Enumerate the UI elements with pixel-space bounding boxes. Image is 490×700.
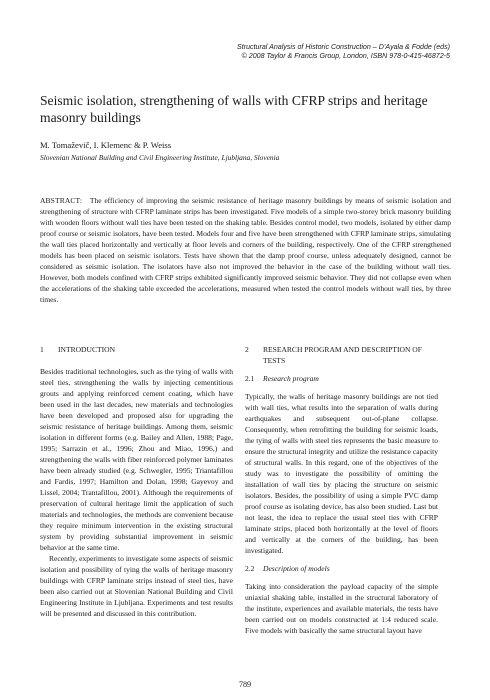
abstract (40, 195, 451, 305)
paper-title: Seismic isolation, strengthening of walls with CFRP strips and heritage masonry buildings (40, 93, 428, 125)
subsection-2-2-heading (245, 563, 438, 574)
section-2-number: 2 (245, 345, 249, 354)
authors: M. Tomaževič, I. Klemenc & P. Weiss (40, 140, 172, 150)
abstract-text: The efficiency of improving the seismic resistance of heritage masonry buildings by means of seismic isolation and strengthening of structure with CFRP laminate strips has been investigated. Five models of a simple two-storey brick masonry building with wooden floors without wall ties have been tested on the shaking table. Besides control model, two models, isolated by either damp proof course or seismic isolators, have been tested. Models four and five have been strengthened with CFRP laminate strips, simulating the wall ties placed horizontally and vertically at floor levels and corners of the building, respectively. One of the CFRP strengthened models has been placed on seismic isolators. Tests have shown that the damp proof course, unless adequately designed, cannot be considered as seismic isolation. The isolators have also not improved the behavior in the case of the building without wall ties. However, both models confined with CFRP strips exhibited significantly improved seismic behavior. They did not collapse even when the accelerations of the shaking table exceeded the accelerations, measured when tested the control models without wall ties, by three times. (40, 196, 452, 304)
subsection-2-1-title: Research program (263, 374, 319, 383)
abstract-label: ABSTRACT: (40, 196, 83, 205)
section-2-title: RESEARCH PROGRAM AND DESCRIPTION OF TESTS (263, 345, 422, 365)
page-number: 789 (238, 680, 252, 689)
subsection-2-1-heading (245, 373, 438, 384)
models-description-paragraph: Taking into consideration the payload capacity of the simple uniaxial shaking table, installed in the structural laboratory of the institute, experiences and available materials, the tests have been carried out on models constructed at 1:4 reduced scale. Five models with basically the same structural layout have (245, 582, 438, 635)
right-column (245, 344, 438, 636)
section-1-title: INTRODUCTION (58, 345, 116, 354)
header-copyright: © 2008 Taylor & Francis Group, London, ISBN 978-0-415-46872-5 (241, 52, 450, 60)
affiliation: Slovenian National Building and Civil Engineering Institute, Ljubljana, Slovenia (40, 153, 280, 162)
subsection-2-2-title: Description of models (263, 564, 330, 573)
intro-paragraph-1: Besides traditional technologies, such as the tying of walls with steel ties, strengthening the walls by injecting cementitious grouts and applying reinforced cement coating, which have been used in the last decades, new materials and technologies have been developed and proposed also for upgrading the seismic resistance of heritage buildings. Among them, seismic isolation in different forms (e.g. Bailey and Allen, 1988; Page, 1995; Sarrazin et al., 1996; Zhou and Miao, 1996,) and strengthening the walls with fiber reinforced polymer laminates have been already studied (e.g. Schwegler, 1995; Triantafillou and Fardis, 1997; Hamilton and Dolan, 1998; Gayevoy and Lissel, 2004; Trantafillou, 2001). Although the requirements of preservation of cultural heritage limit the application of such materials and technologies, the methods are convenient because they require minimum intervention in the existing structural system by providing substantial improvement in seismic behavior at the same time. (40, 367, 233, 552)
subsection-2-2-number: 2.2 (245, 564, 255, 573)
running-header (70, 43, 450, 61)
subsection-2-1-number: 2.1 (245, 374, 255, 383)
intro-paragraph-2: Recently, experiments to investigate some aspects of seismic isolation and possibility of tying the walls of heritage masonry buildings with CFRP laminate strips instead of steel ties, have been also carried out at Slovenian National Building and Civil Engineering Institute in Ljubljana. Experiments and test results will be presented and discussed in this contribution. (40, 554, 233, 618)
section-1-number: 1 (40, 345, 44, 354)
left-column (40, 344, 233, 619)
section-2-heading (245, 344, 438, 366)
section-1-heading (40, 344, 233, 355)
research-program-paragraph: Typically, the walls of heritage masonry buildings are not tied with wall ties, what results into the separation of walls during earthquakes and subsequent out-of-plane collapse. Consequently, when retrofitting the building for seismic loads, the tying of walls with steel ties represents the basic measure to ensure the structural integrity and utilize the resistance capacity of structural walls. In this regard, one of the objectives of the study was to investigate the possibility of omitting the installation of wall ties by placing the structure on seismic isolators. Besides, the possibility of using a simple PVC damp proof course as isolating device, has also been studied. Last but not least, the idea to replace the usual steel ties with CFRP laminate strips, placed both horizontally at the level of floors and vertically at the corners of the building, has been investigated. (245, 392, 438, 555)
header-book-title: Structural Analysis of Historic Construction – D’Ayala & Fodde (eds) (237, 43, 450, 51)
